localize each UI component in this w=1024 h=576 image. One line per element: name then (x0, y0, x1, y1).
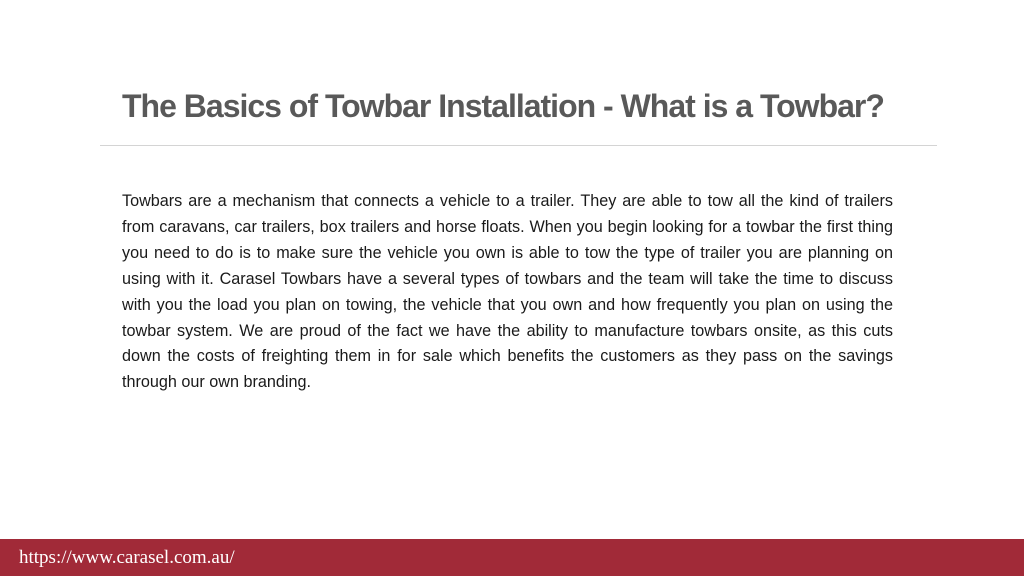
body-paragraph: Towbars are a mechanism that connects a vehicle to a trailer. They are able to tow all the kind of trailers from caravans, car trailers, box trailers and horse floats. When you begin looking for a towbar the first thing you need to do is to make sure the vehicle you own is able to tow the type of trailer you are planning on using with it. Carasel Towbars have a several types of towbars and the team will take the time to discuss with you the load you plan on towing, the vehicle that you own and how frequently you plan on using the towbar system. We are proud of the fact we have the ability to manufacture towbars onsite, as this cuts down the costs of freighting them in for sale which benefits the customers as they pass on the savings through our own branding. (122, 192, 893, 392)
slide-title: The Basics of Towbar Installation - What is a Towbar? (122, 88, 884, 124)
title-divider (100, 145, 937, 146)
footer-bar (0, 539, 1024, 576)
footer-url-link[interactable]: https://www.carasel.com.au/ (19, 547, 235, 568)
